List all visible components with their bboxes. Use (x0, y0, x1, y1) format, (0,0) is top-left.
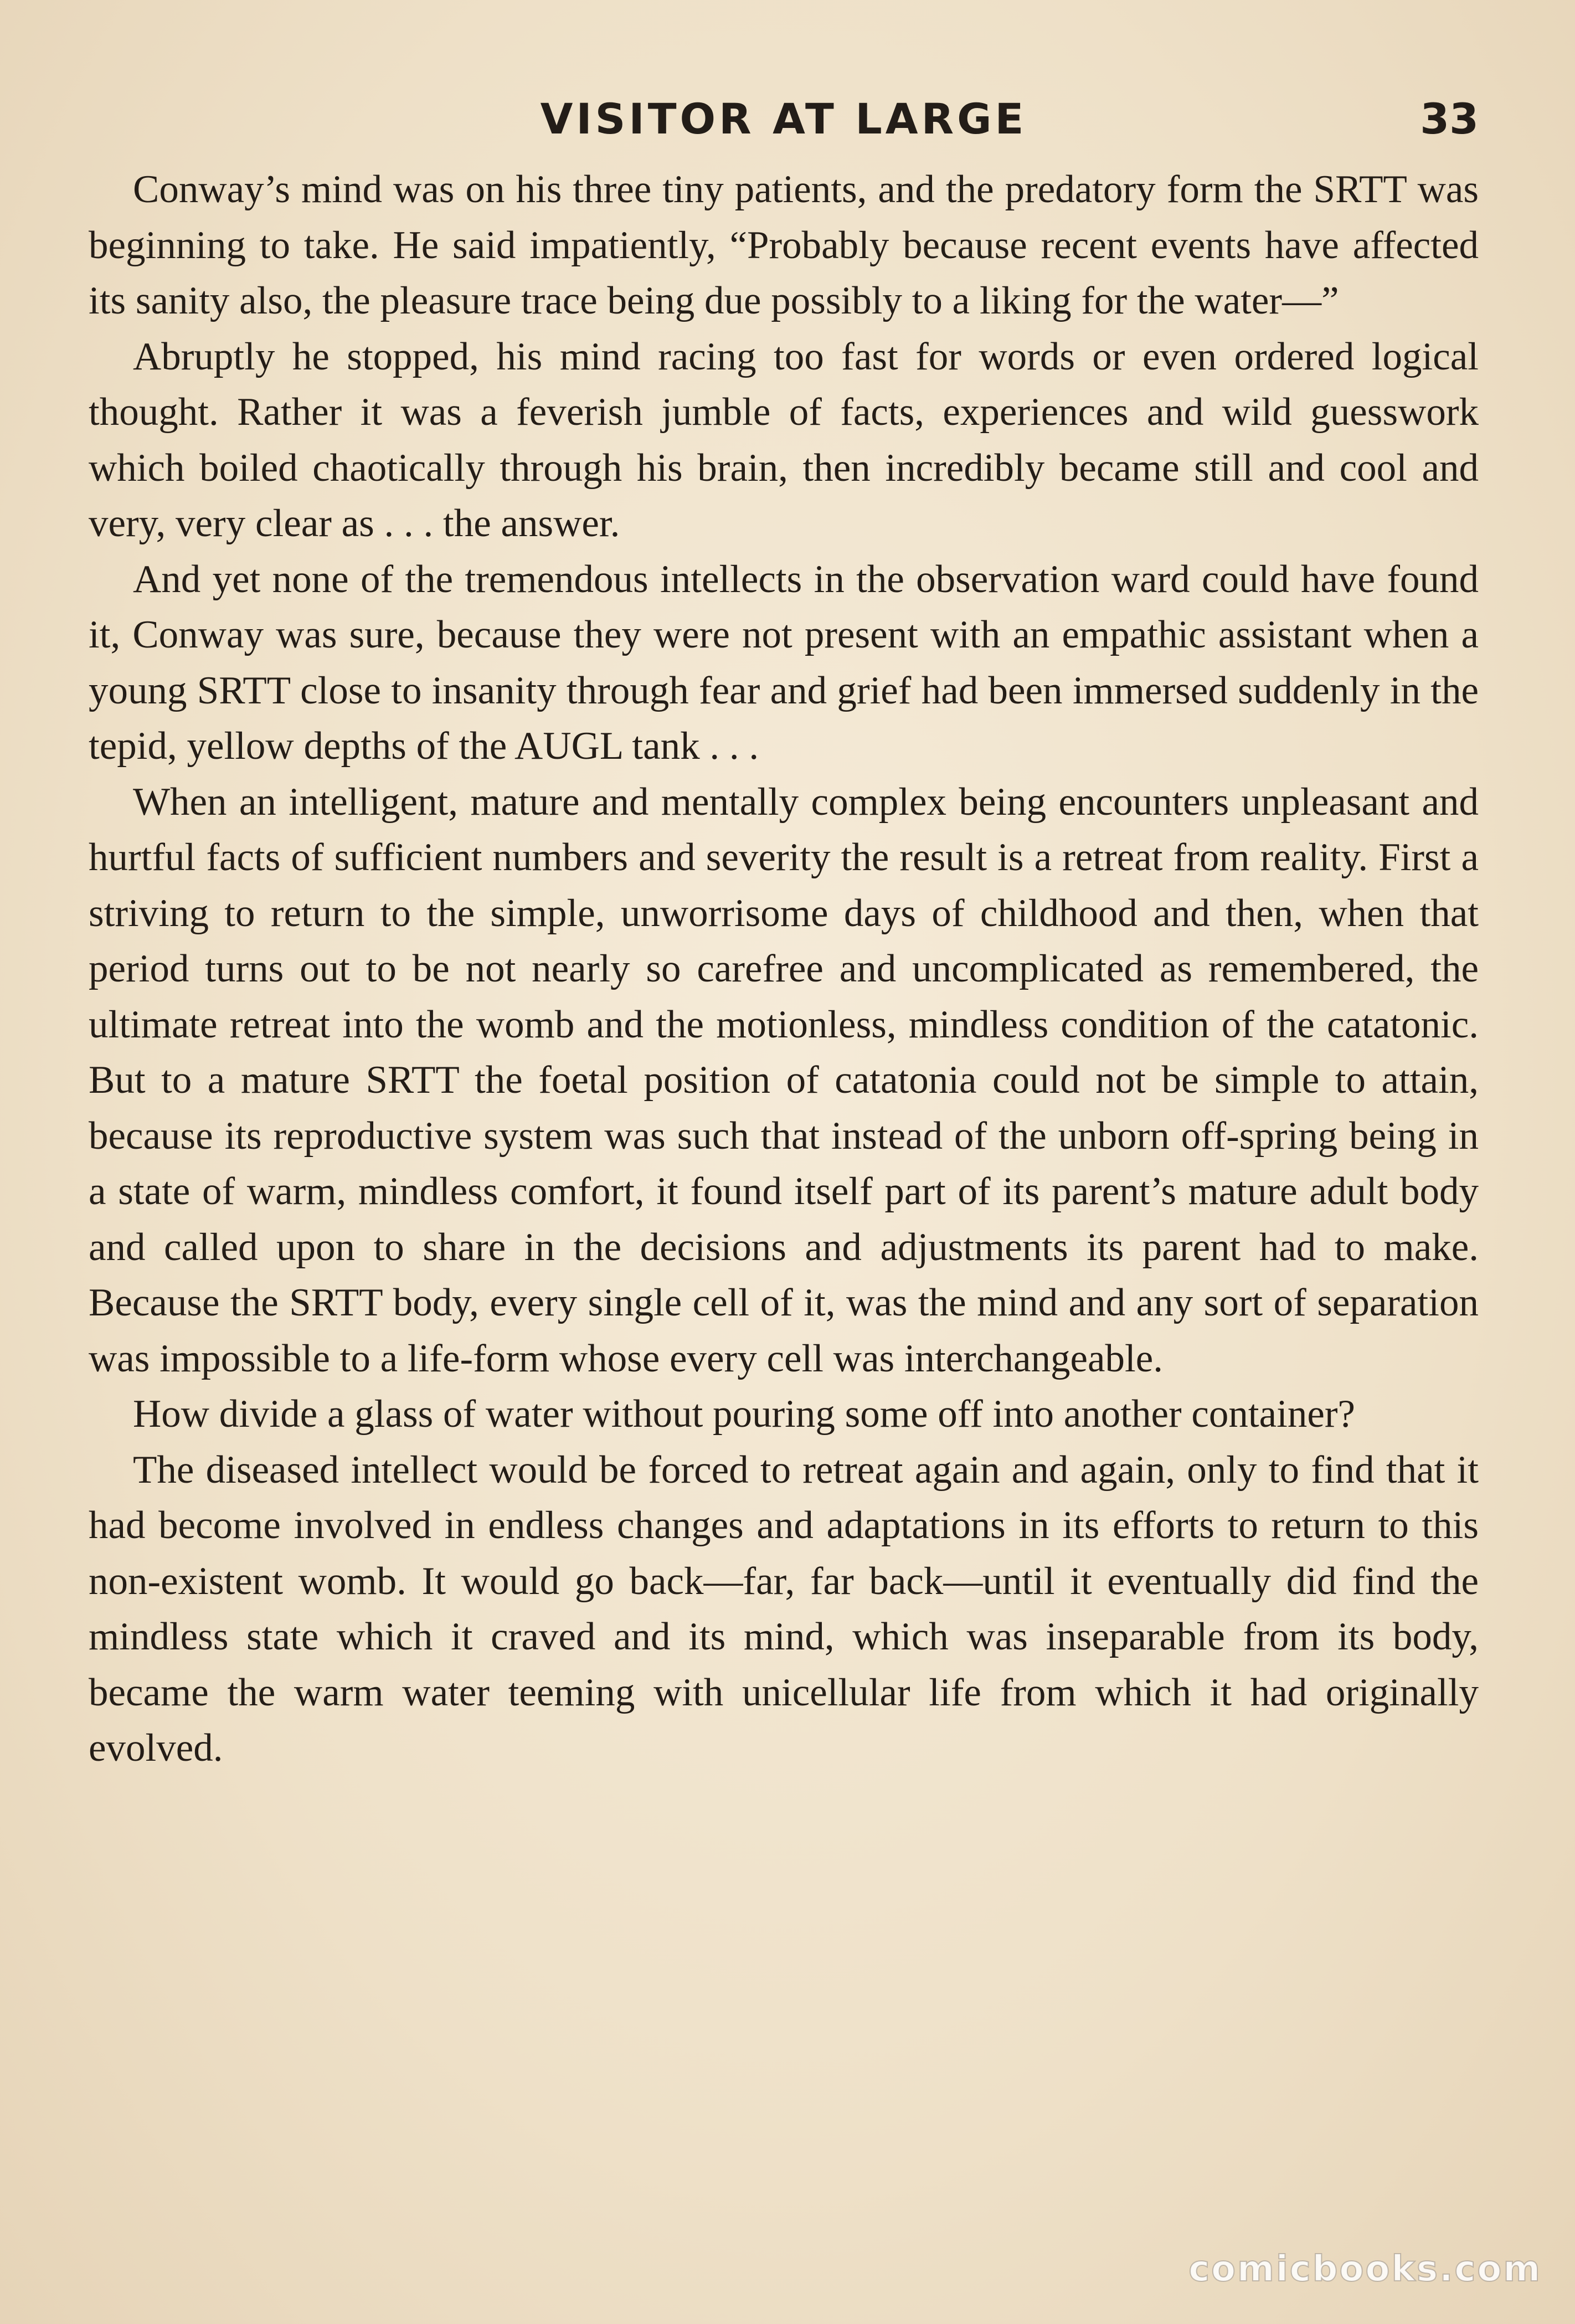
watermark: comicbooks.com (1188, 2249, 1542, 2290)
paragraph-3: And yet none of the tremendous intellects in the observation ward could have found it, Conway was sure, because they were not present with an empathic assistant when a young SRTT close to insanity through fear and grief had been immersed suddenly in the tepid, yellow depths of the AUGL tank . . . (89, 557, 1479, 768)
running-title: VISITOR AT LARGE (540, 94, 1027, 143)
body-text (89, 162, 1479, 1776)
page-number: 33 (1420, 94, 1479, 143)
paragraph-2: Abruptly he stopped, his mind racing too fast for words or even ordered logical thought. Rather it was a feverish jumble of facts, experiences and wild guesswork which boiled chaotically through his brain, then incredibly became still and cool and very, very clear as . . . the answer. (89, 335, 1479, 545)
page-header (89, 83, 1479, 155)
paragraph-6: The diseased intellect would be forced to retreat again and again, only to find that it had become involved in endless changes and adaptations in its efforts to return to this non-existent womb. It would go back—far, far back—until it eventually did find the mindless state which it craved and its mind, which was inseparable from its body, became the warm water teeming with unicellular life from which it had originally evolved. (89, 1448, 1479, 1770)
paragraph-5: How divide a glass of water without pouring some off into another container? (133, 1392, 1356, 1436)
paragraph-4: When an intelligent, mature and mentally complex being encounters unpleasant and hurtful facts of sufficient numbers and severity the result is a retreat from reality. First a striving to return to the simple, unworrisome days of childhood and then, when that period turns out to be not nearly so carefree and uncomplicated as remembered, the ultimate retreat into the womb and the motionless, mindless condition of the catatonic. But to a mature SRTT the foetal position of catatonia could not be simple to attain, because its reproductive system was such that instead of the unborn off-spring being in a state of warm, mindless comfort, it found itself part of its parent’s mature adult body and called upon to share in the decisions and adjustments its parent had to make. Because the SRTT body, every single cell of it, was the mind and any sort of separation was impossible to a life-form whose every cell was interchangeable. (89, 780, 1479, 1380)
paragraph-1: Conway’s mind was on his three tiny patients, and the predatory form the SRTT was beginning to take. He said impatiently, “Probably because recent events have affected its sanity also, the pleasure trace being due possibly to a liking for the water—” (89, 168, 1479, 322)
